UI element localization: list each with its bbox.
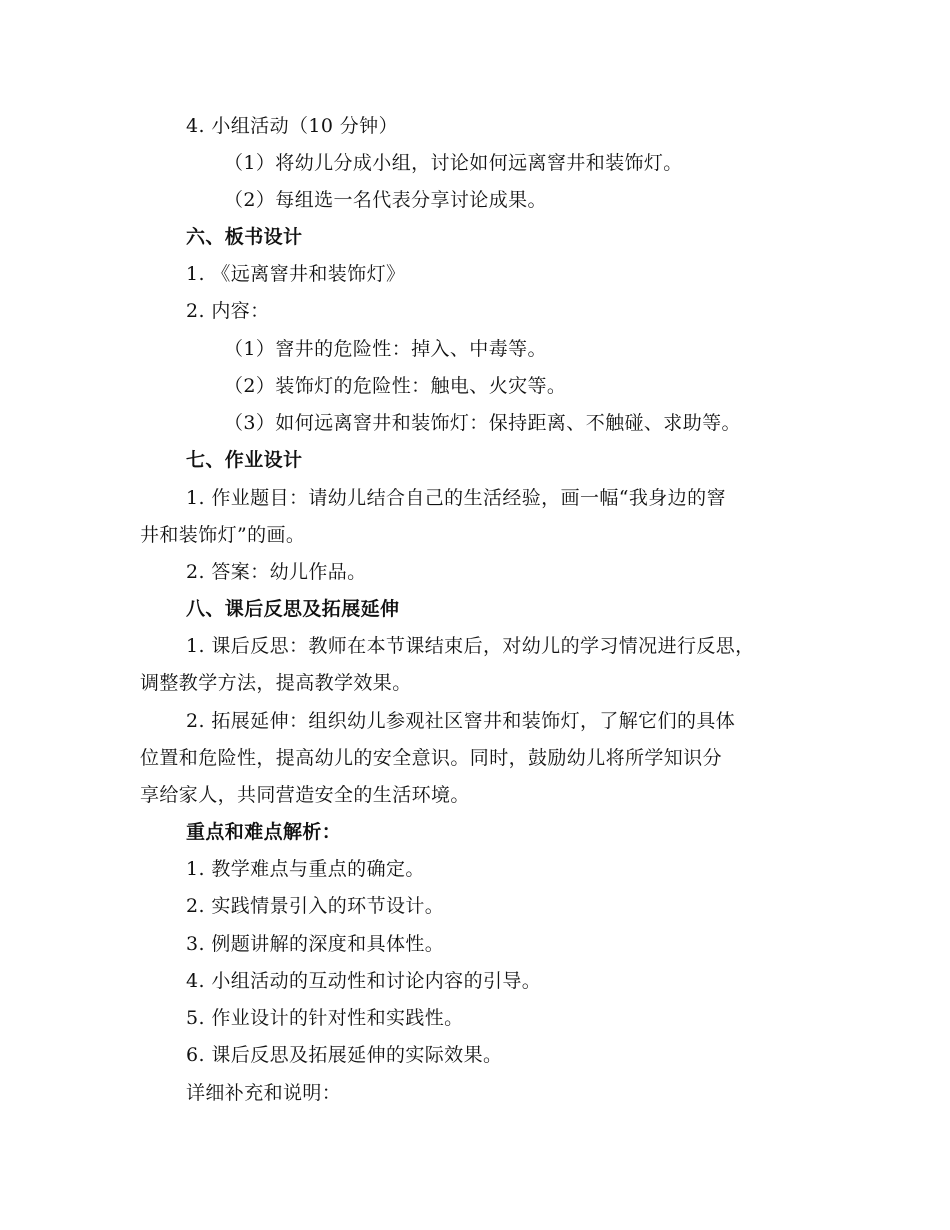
list-item-key-point-6: 6. 课后反思及拓展延伸的实际效果。 xyxy=(186,1044,503,1066)
paragraph-detail-heading: 详细补充和说明： xyxy=(186,1082,342,1104)
sub-item-manhole-danger: （1）窨井的危险性：掉入、中毒等。 xyxy=(224,338,547,360)
section-heading-homework: 七、作业设计 xyxy=(186,449,303,471)
paragraph-extension-line-1: 2. 拓展延伸：组织幼儿参观社区窨井和装饰灯，了解它们的具体 xyxy=(186,710,736,732)
list-item-homework-answer: 2. 答案：幼儿作品。 xyxy=(186,561,367,583)
sub-item-how-to-stay-away: （3）如何远离窨井和装饰灯：保持距离、不触碰、求助等。 xyxy=(224,412,741,434)
list-item-group-activity: 4. 小组活动（10 分钟） xyxy=(186,115,398,137)
list-item-board-content: 2. 内容： xyxy=(186,300,270,322)
paragraph-reflection-line-1: 1. 课后反思：教师在本节课结束后，对幼儿的学习情况进行反思， xyxy=(186,635,755,657)
list-item-key-point-3: 3. 例题讲解的深度和具体性。 xyxy=(186,933,445,955)
section-heading-key-points: 重点和难点解析： xyxy=(186,821,342,843)
paragraph-reflection-line-2: 调整教学方法，提高教学效果。 xyxy=(140,672,412,694)
list-item-board-title: 1. 《远离窨井和装饰灯》 xyxy=(186,263,406,285)
paragraph-extension-line-2: 位置和危险性，提高幼儿的安全意识。同时，鼓励幼儿将所学知识分 xyxy=(140,747,723,769)
paragraph-homework-line-1: 1. 作业题目：请幼儿结合自己的生活经验，画一幅“我身边的窨 xyxy=(186,487,726,509)
list-item-key-point-4: 4. 小组活动的互动性和讨论内容的引导。 xyxy=(186,970,542,992)
section-heading-board-design: 六、板书设计 xyxy=(186,226,303,248)
sub-item-light-danger: （2）装饰灯的危险性：触电、火灾等。 xyxy=(224,375,567,397)
paragraph-extension-line-3: 享给家人，共同营造安全的生活环境。 xyxy=(140,784,470,806)
list-item-key-point-1: 1. 教学难点与重点的确定。 xyxy=(186,858,425,880)
section-heading-reflection: 八、课后反思及拓展延伸 xyxy=(186,598,400,620)
list-item-key-point-5: 5. 作业设计的针对性和实践性。 xyxy=(186,1007,464,1029)
sub-item-share-results: （2）每组选一名代表分享讨论成果。 xyxy=(224,189,547,211)
paragraph-homework-line-2: 井和装饰灯”的画。 xyxy=(140,524,306,546)
list-item-key-point-2: 2. 实践情景引入的环节设计。 xyxy=(186,895,445,917)
sub-item-divide-groups: （1）将幼儿分成小组，讨论如何远离窨井和装饰灯。 xyxy=(224,152,683,174)
